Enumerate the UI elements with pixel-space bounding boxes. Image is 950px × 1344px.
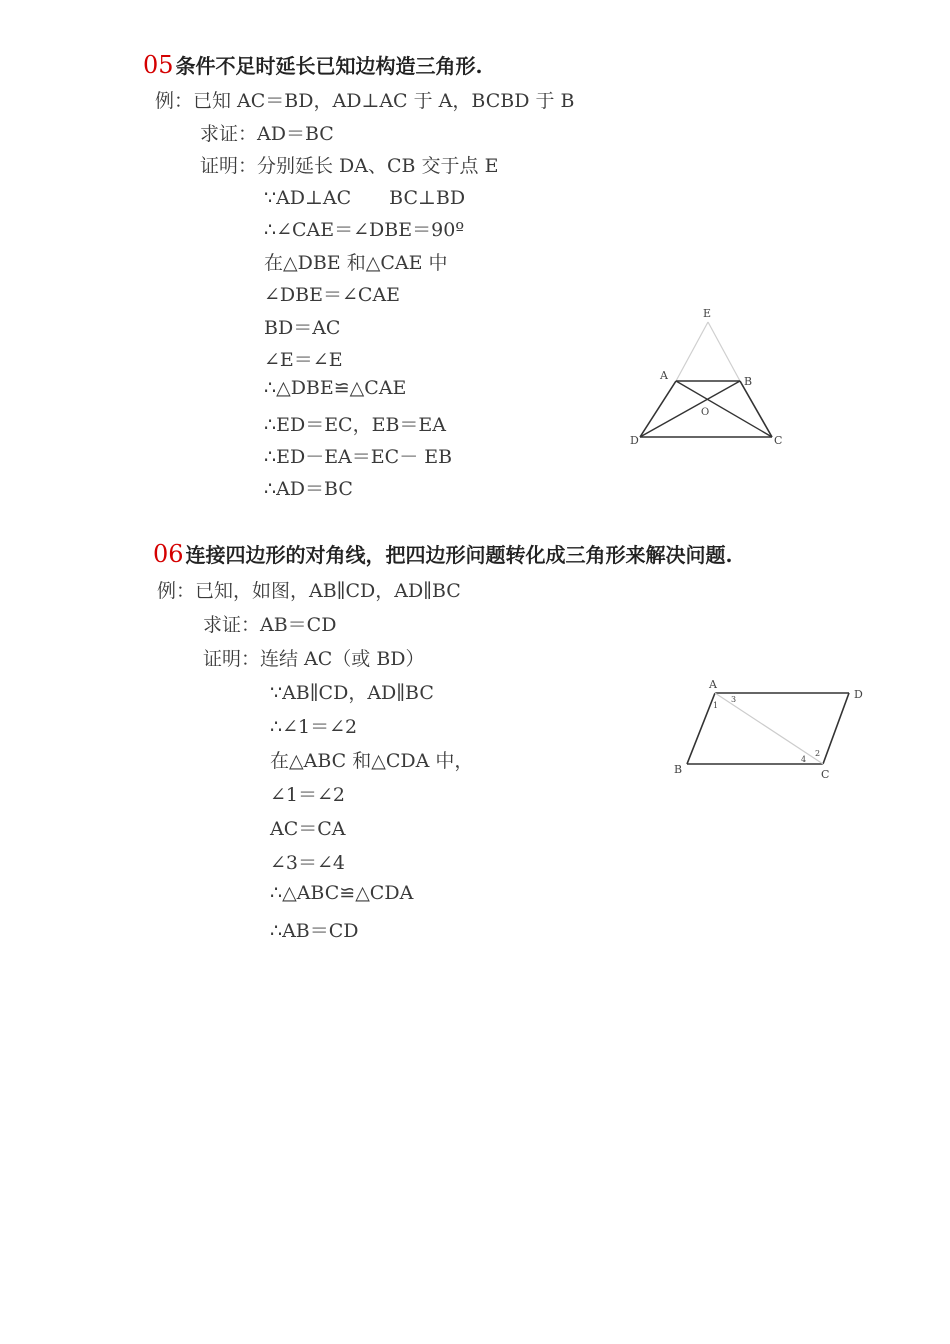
proof-intro: 证明：分别延长 DA、CB 交于点 E bbox=[200, 155, 499, 177]
extension-line-ea bbox=[676, 322, 708, 381]
proof-step: 在△DBE 和△CAE 中 bbox=[264, 252, 448, 274]
segment-ad bbox=[640, 381, 676, 437]
proof-step: ∴ED＝EC，EB＝EA bbox=[264, 414, 447, 436]
angle-label-1: 1 bbox=[713, 701, 719, 710]
label-a: A bbox=[709, 678, 717, 691]
label-e: E bbox=[703, 307, 712, 320]
label-b: B bbox=[674, 763, 683, 776]
proof-step: ∠DBE＝∠CAE bbox=[264, 284, 401, 306]
label-o: O bbox=[701, 407, 710, 418]
triangle-figure bbox=[620, 300, 795, 460]
to-prove: 求证：AB＝CD bbox=[203, 614, 337, 636]
proof-step: ∴AB＝CD bbox=[270, 920, 359, 942]
angle-label-4: 4 bbox=[801, 755, 807, 764]
proof-step: ∴∠1＝∠2 bbox=[270, 716, 358, 738]
section-05-heading: 条件不足时延长已知边构造三角形. bbox=[175, 54, 483, 78]
example-statement: 例：已知 AC＝BD，AD⊥AC 于 A，BCBD 于 B bbox=[155, 90, 575, 112]
section-05-number: 05 bbox=[143, 51, 174, 79]
section-05-title bbox=[143, 50, 483, 79]
segment-bc bbox=[740, 381, 772, 437]
label-d: D bbox=[630, 434, 639, 447]
label-c: C bbox=[774, 434, 783, 447]
example-statement: 例：已知，如图，AB∥CD，AD∥BC bbox=[157, 580, 461, 602]
side-ba bbox=[687, 693, 715, 764]
proof-step: ∴AD＝BC bbox=[264, 478, 353, 500]
label-c: C bbox=[821, 768, 830, 781]
proof-step: ∠1＝∠2 bbox=[270, 784, 346, 806]
proof-step: BD＝AC bbox=[264, 317, 341, 339]
proof-step: ∴△ABC≌△CDA bbox=[270, 882, 414, 904]
parallelogram-figure bbox=[665, 672, 875, 787]
label-a: A bbox=[660, 369, 668, 382]
proof-step: ∴∠CAE＝∠DBE＝90º bbox=[264, 219, 465, 241]
side-dc bbox=[823, 693, 849, 764]
label-d: D bbox=[854, 688, 863, 701]
section-06-number: 06 bbox=[153, 540, 184, 568]
proof-step: ∵AB∥CD，AD∥BC bbox=[270, 682, 434, 704]
proof-step: ∴ED－EA＝EC－ EB bbox=[264, 446, 453, 468]
extension-line-eb bbox=[708, 322, 740, 381]
proof-step: ∠E＝∠E bbox=[264, 349, 343, 371]
proof-step: ∠3＝∠4 bbox=[270, 852, 346, 874]
section-06-heading: 连接四边形的对角线，把四边形问题转化成三角形来解决问题. bbox=[185, 543, 733, 567]
proof-intro: 证明：连结 AC（或 BD） bbox=[203, 648, 425, 670]
section-06-title bbox=[153, 539, 733, 568]
label-b: B bbox=[744, 375, 753, 388]
proof-step: ∴△DBE≌△CAE bbox=[264, 377, 407, 399]
proof-step: 在△ABC 和△CDA 中， bbox=[270, 750, 474, 772]
to-prove: 求证：AD＝BC bbox=[200, 123, 334, 145]
angle-label-2: 2 bbox=[815, 749, 821, 758]
proof-step: ∵AD⊥AC BC⊥BD bbox=[264, 187, 466, 209]
proof-step: AC＝CA bbox=[270, 818, 346, 840]
angle-label-3: 3 bbox=[731, 695, 737, 704]
